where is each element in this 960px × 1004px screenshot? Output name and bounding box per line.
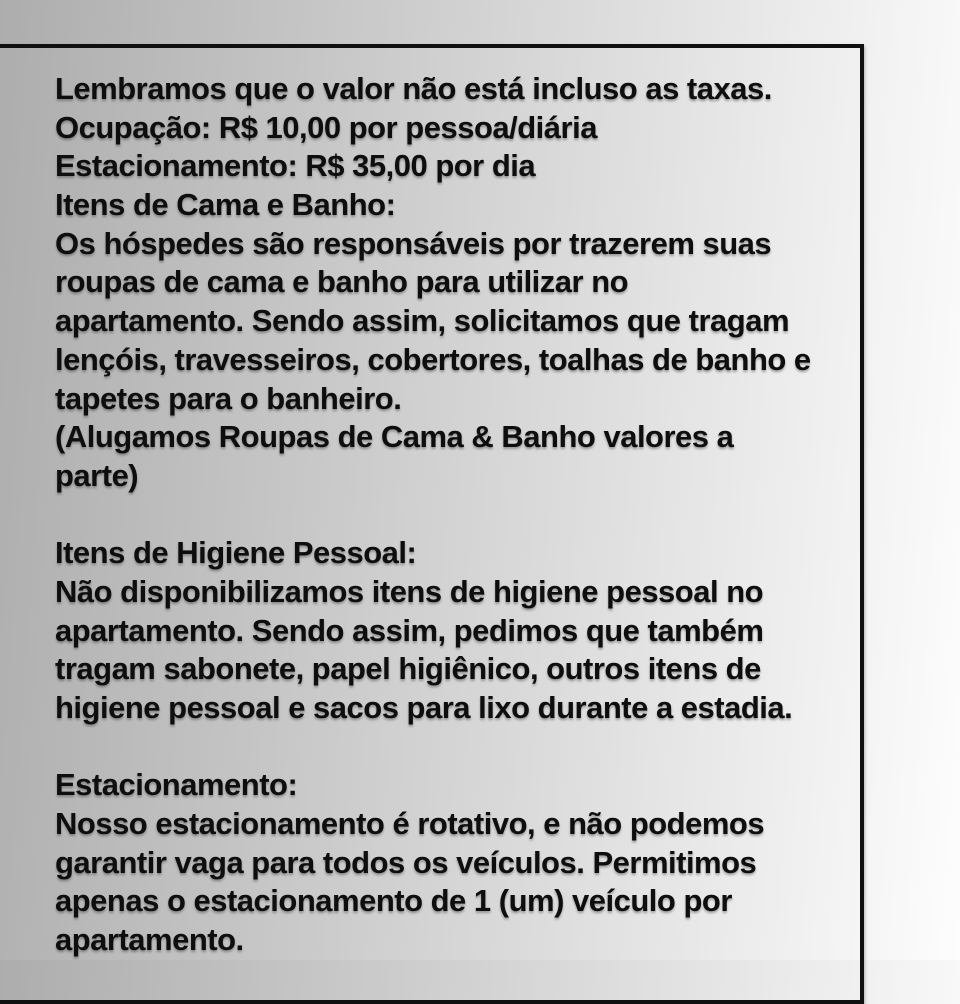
text-line: parte) [55, 457, 139, 493]
text-line: Itens de Cama e Banho: [55, 187, 396, 223]
text-line: garantir vaga para todos os veículos. Permitimos [55, 844, 757, 880]
text-line: Ocupação: R$ 10,00 por pessoa/diária [55, 109, 597, 145]
text-line: apartamento. [55, 922, 244, 958]
text-line: Estacionamento: [55, 767, 298, 803]
text-line: Não disponibilizamos itens de higiene pessoal no [55, 573, 764, 609]
text-line: roupas de cama e banho para utilizar no [55, 264, 629, 300]
text-line: lençóis, travesseiros, cobertores, toalhas de banho e [55, 341, 811, 377]
text-line: higiene pessoal e sacos para lixo durante a estadia. [55, 690, 793, 725]
text-line: tragam sabonete, papel higiênico, outros itens de [55, 651, 761, 687]
text-line: apartamento. Sendo assim, pedimos que também [55, 612, 764, 648]
text-line: Lembramos que o valor não está incluso as taxas. [55, 71, 772, 106]
text-line: apartamento. Sendo assim, solicitamos que tragam [55, 303, 790, 339]
text-line: Os hóspedes são responsáveis por trazerem suas [55, 225, 772, 261]
text-line: (Alugamos Roupas de Cama & Banho valores a [55, 419, 734, 455]
text-line: Itens de Higiene Pessoal: [55, 535, 417, 571]
text-line: tapetes para o banheiro. [55, 380, 402, 416]
blank-line [55, 496, 850, 535]
text-line: apenas o estacionamento de 1 (um) veículo por [55, 883, 732, 919]
text-line: Estacionamento: R$ 35,00 por dia [55, 148, 536, 184]
blank-line [55, 728, 850, 767]
info-text-block [55, 70, 850, 960]
text-line: Nosso estacionamento é rotativo, e não podemos [55, 806, 765, 842]
